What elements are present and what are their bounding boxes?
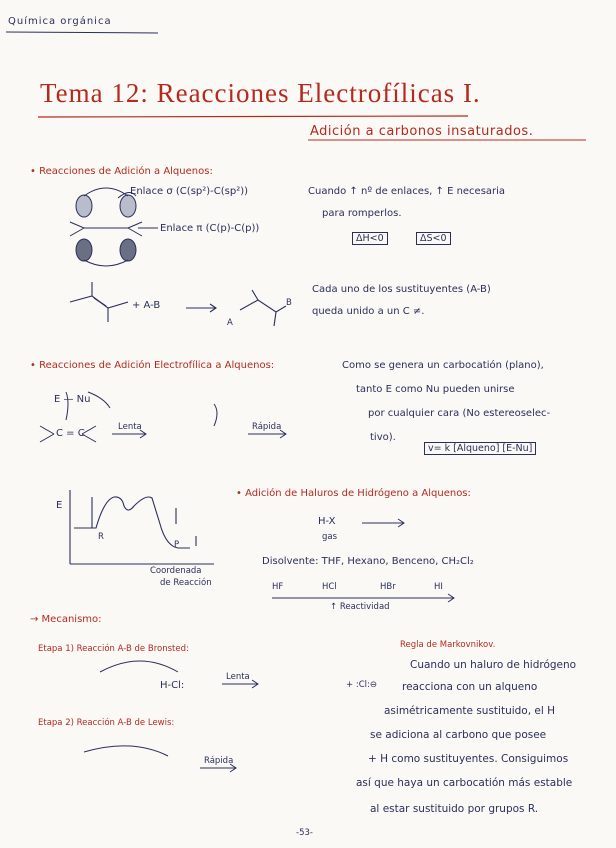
markovnikov-rule-line-7: al estar sustituido por grupos R. — [370, 803, 539, 815]
text-carbocation-1: Como se genera un carbocatión (plano), — [342, 360, 544, 371]
sigma-bond-label: Enlace σ (C(sp²)-C(sp²)) — [130, 186, 249, 197]
page-number: -53- — [296, 828, 313, 838]
reaction-coordinate-label-2: de Reacción — [160, 578, 212, 588]
header-underline — [6, 32, 158, 33]
hx-reagent: H-X — [318, 516, 336, 527]
text-carbocation-3: por cualquier cara (No estereoselec- — [368, 408, 551, 419]
subject-header: Química orgánica — [8, 16, 112, 27]
alkene-c-c: C = C — [56, 428, 85, 439]
enthalpy-box: ΔH<0 — [352, 232, 388, 245]
markovnikov-rule-line-2: reacciona con un alqueno — [402, 681, 538, 693]
gas-label: gas — [322, 532, 338, 542]
step-1-heading: Etapa 1) Reacción A-B de Bronsted: — [38, 644, 189, 654]
markovnikov-rule-line-5: + H como sustituyentes. Consiguimos — [368, 753, 569, 765]
title-underline — [38, 116, 468, 117]
markovnikov-rule-line-1: Cuando un haluro de hidrógeno — [410, 659, 577, 671]
energy-axis-label: E — [56, 500, 63, 511]
note-energy-2: para romperlos. — [322, 208, 402, 219]
reactant-label: R — [98, 532, 104, 542]
chloride-ion: + :Cl:⊖ — [346, 680, 377, 690]
fast-step-label: Rápida — [252, 422, 282, 432]
step-1-slow-label: Lenta — [226, 672, 250, 682]
reactivity-arrow — [272, 594, 454, 602]
acid-hf: HF — [272, 582, 284, 592]
hx-addition-scheme — [362, 519, 404, 527]
markovnikov-rule-line-6: así que haya un carbocatión más estable — [356, 777, 573, 789]
reagent-e-nu: E — Nu — [54, 394, 91, 405]
note-substituents-2: queda unido a un C ≠. — [312, 306, 425, 317]
energy-diagram — [70, 490, 214, 564]
slow-step-label: Lenta — [118, 422, 142, 432]
atom-a: A — [227, 318, 233, 328]
text-carbocation-4: tivo). — [370, 432, 396, 443]
note-energy-1: Cuando ↑ nº de enlaces, ↑ E necesaria — [308, 186, 506, 197]
section-heading-electrofilica: • Reacciones de Adición Electrofílica a Alquenos: — [30, 360, 275, 371]
step-2-fast-label: Rápida — [204, 756, 234, 766]
pi-bond-label: Enlace π (C(p)-C(p)) — [160, 223, 260, 234]
orbital-diagram — [70, 188, 158, 266]
page-title: Tema 12: Reacciones Electrofílicas I. — [40, 78, 481, 108]
reactivity-label: ↑ Reactividad — [330, 602, 390, 612]
section-heading-adicion: • Reacciones de Adición a Alquenos: — [30, 166, 213, 177]
entropy-box: ΔS<0 — [416, 232, 451, 245]
acid-hcl: HCl — [322, 582, 337, 592]
reagent-ab: + A-B — [132, 300, 161, 311]
step-2-heading: Etapa 2) Reacción A-B de Lewis: — [38, 718, 175, 728]
rate-law-box: v= k [Alqueno] [E-Nu] — [424, 442, 536, 455]
acid-hi: HI — [434, 582, 443, 592]
note-substituents-1: Cada uno de los sustituyentes (A-B) — [312, 284, 491, 295]
solvent-line: Disolvente: THF, Hexano, Benceno, CH₂Cl₂ — [262, 556, 474, 567]
atom-b: B — [286, 298, 292, 308]
section-heading-haluros: • Adición de Haluros de Hidrógeno a Alquenos: — [236, 488, 471, 499]
markovnikov-rule-line-3: asimétricamente sustituido, el H — [384, 705, 556, 717]
mechanism-heading: → Mecanismo: — [30, 614, 102, 625]
acid-hbr: HBr — [380, 582, 396, 592]
markovnikov-rule-line-4: se adiciona al carbono que posee — [370, 729, 547, 741]
product-label: P — [174, 540, 180, 550]
alkene-addition — [70, 282, 286, 326]
hcl-reagent: H-Cl: — [160, 680, 185, 691]
reaction-coordinate-label-1: Coordenada — [150, 566, 202, 576]
text-carbocation-2: tanto E como Nu pueden unirse — [356, 384, 515, 395]
markovnikov-rule-title: Regla de Markovnikov. — [400, 640, 496, 650]
page-subtitle: Adición a carbonos insaturados. — [310, 124, 534, 139]
